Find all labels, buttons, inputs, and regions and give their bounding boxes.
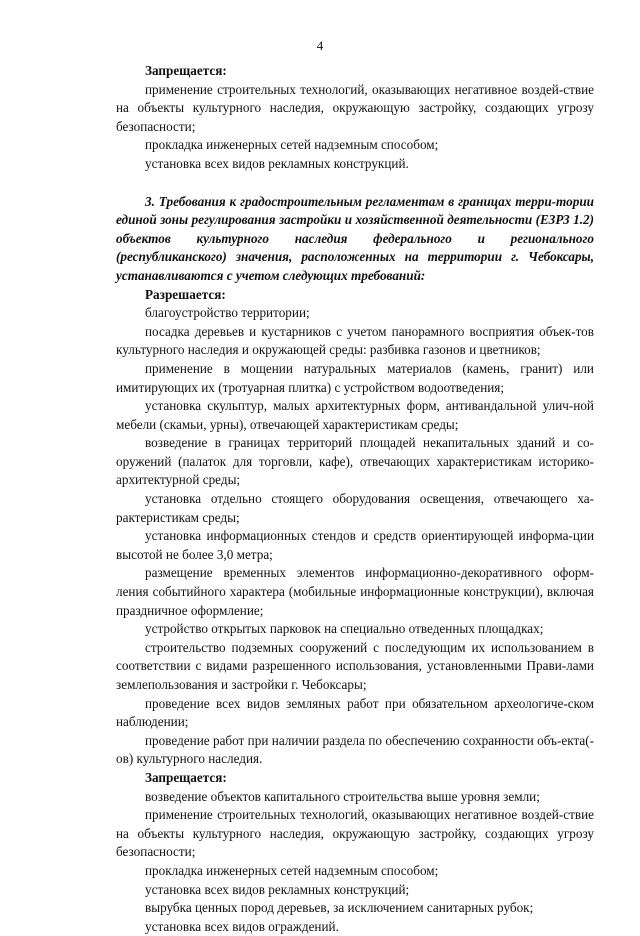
- allowed-item: применение в мощении натуральных материалов (камень, гранит) или имитирующих их (тротуарная плитка) с устройством водоотведения;: [116, 360, 594, 395]
- allowed-item: благоустройство территории;: [145, 305, 310, 321]
- allowed-item: посадка деревьев и кустарников с учетом панорамного восприятия объек-тов культурного наследия и окружающей среды: разбивка газонов и цветников;: [116, 323, 594, 358]
- allowed-item: размещение временных элементов информационно-декоративного оформ-ления событийного характера (мобильные информационные конструкции), включая праздничное оформление;: [116, 565, 594, 618]
- prohibited-heading: Запрещается:: [145, 63, 227, 78]
- prohibited-item: применение строительных технологий, оказывающих негативное воздей-ствие на объекты культурного наследия, окружающую застройку, создающих угрозу безопасности;: [116, 81, 594, 134]
- allowed-item: проведение всех видов земляных работ при обязательном археологиче-ском наблюдении;: [116, 695, 594, 730]
- allowed-item: строительство подземных сооружений с последующим их использованием в соответствии с видами разрешенного использования, установленными Прави-лами землепользования и застройки г. Чебоксары;: [116, 639, 594, 692]
- forbidden-item: прокладка инженерных сетей надземным способом;: [145, 862, 439, 878]
- page-number: 4: [316, 38, 324, 53]
- section-spacer: [116, 174, 594, 193]
- document-body: [116, 62, 594, 936]
- prohibited-item: установка всех видов рекламных конструкций.: [145, 155, 409, 171]
- forbidden-item: установка всех видов рекламных конструкций;: [145, 881, 410, 897]
- forbidden-heading: Запрещается:: [145, 769, 227, 785]
- allowed-item: установка скульптур, малых архитектурных форм, антивандальной улич-ной мебели (скамьи, урны), отвечающей характеристикам среды;: [116, 398, 594, 432]
- forbidden-item: вырубка ценных пород деревьев, за исключением санитарных рубок;: [145, 900, 534, 916]
- allowed-item: установка информационных стендов и средств ориентирующей информа-ции высотой не более 3,0 метра;: [116, 528, 594, 562]
- allowed-item: устройство открытых парковок на специально отведенных площадках;: [145, 621, 544, 637]
- allowed-item: проведение работ при наличии раздела по обеспечению сохранности объ-екта(-ов) культурного наследия.: [116, 732, 594, 767]
- forbidden-item: применение строительных технологий, оказывающих негативное воздей-ствие на объекты культурного наследия, окружающую застройку, создающих угрозу безопасности;: [116, 807, 594, 860]
- allowed-item: установка отдельно стоящего оборудования освещения, отвечающего ха-рактеристикам среды;: [116, 491, 594, 525]
- forbidden-item: установка всех видов ограждений.: [145, 918, 339, 934]
- forbidden-item: возведение объектов капитального строительства выше уровня земли;: [145, 788, 540, 804]
- section-3-title: 3. Требования к градостроительным регламентам в границах терри-тории единой зоны регулирования застройки и хозяйственной деятельности (ЕЗРЗ 1.2) объектов культурного наследия федерального и регионального (республиканского) значения, расположенных на территории г. Чебоксары, устанавливаются с учетом следующих требований:: [116, 193, 594, 283]
- allowed-heading: Разрешается:: [145, 286, 226, 302]
- allowed-item: возведение в границах территорий площадей некапитальных зданий и со-оружений (палаток для торговли, кафе), отвечающих характеристикам историко-архитектурной среды;: [116, 435, 594, 488]
- prohibited-item: прокладка инженерных сетей надземным способом;: [145, 137, 439, 153]
